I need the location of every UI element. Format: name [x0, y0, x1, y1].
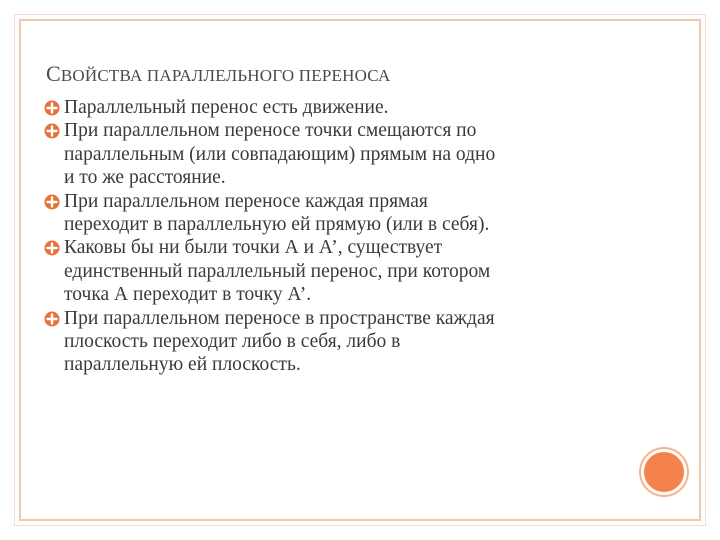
bullet-list	[44, 96, 684, 377]
bullet-text: Каковы бы ни были точки А и А’, существует единственный параллельный перенос, при котором точка А переходит в точку А’.	[64, 237, 491, 306]
bullet-item	[44, 119, 684, 189]
title-rest: ВОЙСТВА ПАРАЛЛЕЛЬНОГО ПЕРЕНОСА	[60, 66, 391, 85]
bullet-item	[44, 236, 684, 306]
orange-cross-icon	[44, 100, 60, 116]
bullet-text: При параллельном переносе в пространстве каждая плоскость переходит либо в себя, либо в параллельную ей плоскость.	[64, 307, 495, 376]
bullet-text: При параллельном переносе каждая прямая переходит в параллельную ей прямую (или в себя).	[64, 190, 490, 236]
slide-title	[46, 61, 390, 87]
orange-cross-icon	[44, 240, 60, 256]
title-initial: С	[46, 61, 61, 86]
bullet-item	[44, 190, 684, 237]
bullet-text: При параллельном переносе точки смещаются по параллельным (или совпадающим) прямым на одно и то же расстояние.	[64, 120, 496, 189]
orange-cross-icon	[44, 194, 60, 210]
bullet-item	[44, 307, 684, 377]
bullet-text: Параллельный перенос есть движение.	[64, 97, 389, 118]
orange-cross-icon	[44, 311, 60, 327]
orange-cross-icon	[44, 123, 60, 139]
bullet-item	[44, 96, 684, 119]
decorative-circle	[641, 449, 687, 495]
